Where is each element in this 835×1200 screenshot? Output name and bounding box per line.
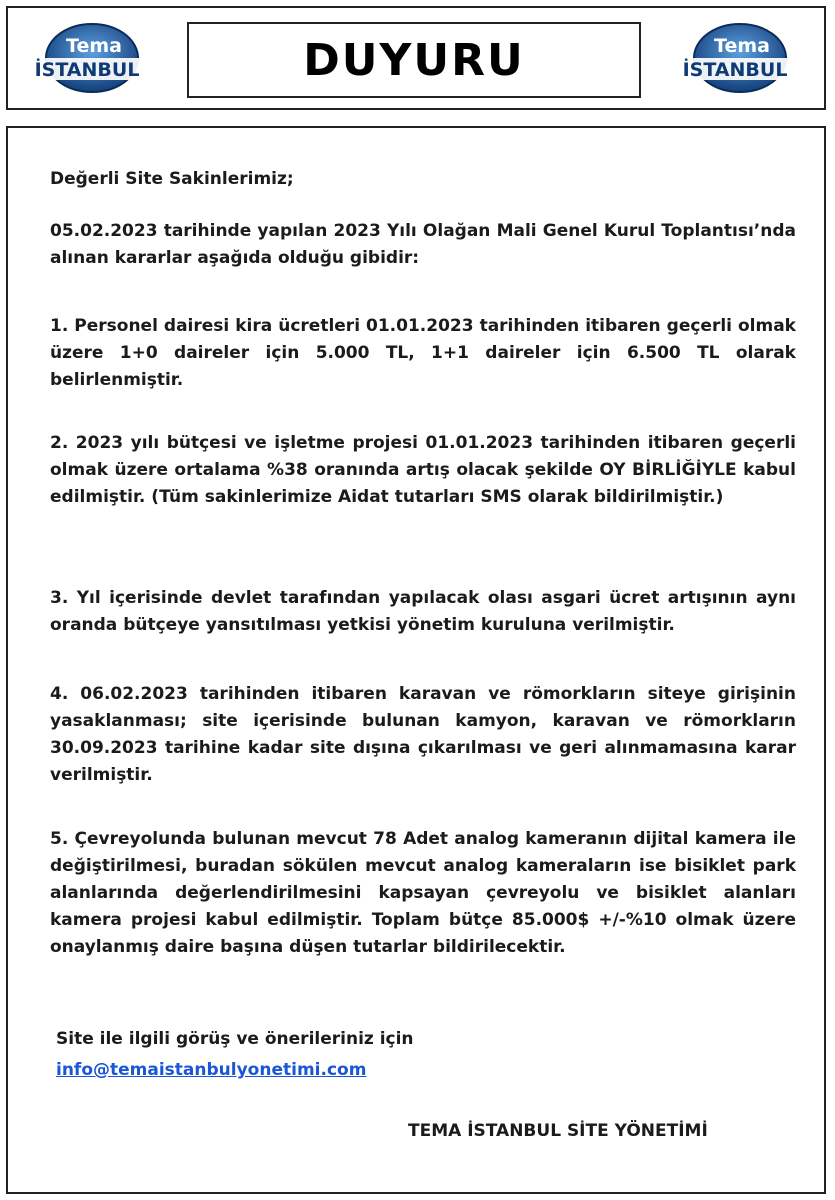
contact-text: Site ile ilgili görüş ve önerileriniz için (56, 1029, 414, 1049)
decision-item-1: 1. Personel dairesi kira ücretleri 01.01.2023 tarihinden itibaren geçerli olmak üzere 1+0 daireler için 5.000 TL, 1+1 daireler için 6.500 TL olarak belirlenmiştir. (50, 316, 796, 390)
logo-line1: Tema (66, 35, 122, 57)
decision-item-3: 3. Yıl içerisinde devlet tarafından yapılacak olası asgari ücret artışının aynı oranda bütçeye yansıtılması yetkisi yönetim kuruluna verilmiştir. (50, 588, 796, 635)
title-box (187, 22, 641, 98)
page-title: DUYURU (303, 34, 525, 86)
contact-email-link[interactable]: info@temaistanbulyonetimi.com (56, 1060, 367, 1080)
signature: TEMA İSTANBUL SİTE YÖNETİMİ (408, 1121, 708, 1141)
tema-istanbul-logo-left (22, 22, 152, 94)
logo-line2: İSTANBUL (682, 59, 788, 81)
greeting: Değerli Site Sakinlerimiz; (50, 169, 294, 189)
intro-paragraph: 05.02.2023 tarihinde yapılan 2023 Yılı Olağan Mali Genel Kurul Toplantısı’nda alınan kararlar aşağıda olduğu gibidir: (50, 221, 796, 268)
logo-line2: İSTANBUL (34, 59, 140, 81)
logo-line1: Tema (714, 35, 770, 57)
decision-item-4: 4. 06.02.2023 tarihinden itibaren karavan ve römorkların siteye girişinin yasaklanması; site içerisinde bulunan kamyon, karavan ve römorkların 30.09.2023 tarihine kadar site dışına çıkarılması ve geri alınmamasına karar verilmiştir. (50, 684, 796, 785)
tema-istanbul-logo-right (670, 22, 800, 94)
decision-item-5: 5. Çevreyolunda bulunan mevcut 78 Adet analog kameranın dijital kamera ile değiştirilmesi, buradan sökülen mevcut analog kameraların ise bisiklet park alanlarında değerlendirilmesini kapsayan çevreyolu ve bisiklet alanları kamera projesi kabul edilmiştir. Toplam bütçe 85.000$ +/-%10 olmak üzere onaylanmış daire başına düşen tutarlar bildirilecektir. (50, 829, 796, 957)
decision-item-2: 2. 2023 yılı bütçesi ve işletme projesi 01.01.2023 tarihinden itibaren geçerli olmak üzere ortalama %38 oranında artış olacak şekilde OY BİRLİĞİYLE kabul edilmiştir. (Tüm sakinlerimize Aidat tutarları SMS olarak bildirilmiştir.) (50, 433, 796, 507)
